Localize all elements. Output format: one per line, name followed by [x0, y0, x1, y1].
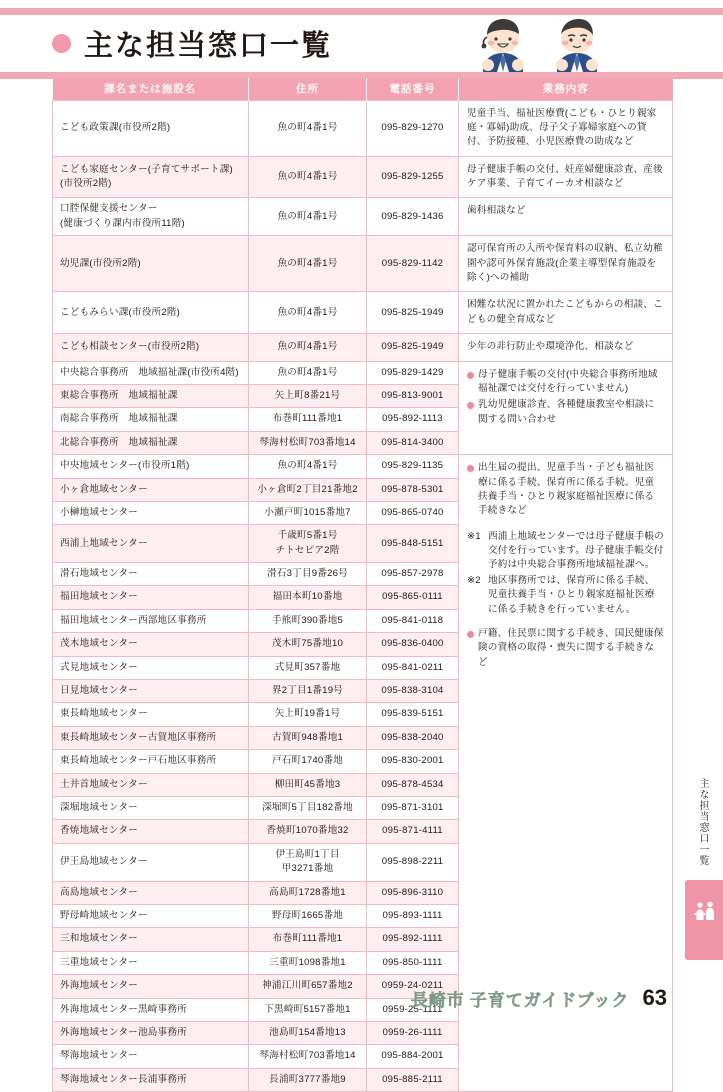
cell-office-name: 東長崎地域センター: [53, 703, 249, 726]
cell-address: 魚の町4番1号: [249, 100, 367, 156]
cell-address: 深堀町5丁目182番地: [249, 797, 367, 820]
cell-address: 魚の町4番1号: [249, 334, 367, 361]
page-footer: [0, 978, 723, 1018]
cell-office-name: 琴海地域センター: [53, 1045, 249, 1068]
table-head: [53, 78, 673, 100]
cell-office-name: 口腔保健支援センター (健康づくり課内市役所11階): [53, 198, 249, 236]
cell-address: 小ヶ倉町2丁目21番地2: [249, 478, 367, 501]
cell-office-name: 福田地域センター西部地区事務所: [53, 609, 249, 632]
column-header-name: 課名または施設名: [53, 78, 249, 100]
desc-text: 困難な状況に置かれたこどもからの相談、こどもの健全育成など: [467, 299, 663, 325]
column-header-address: 住所: [249, 78, 367, 100]
cell-telephone: 095-825-1949: [367, 334, 459, 361]
cell-office-name: 小ヶ倉地域センター: [53, 478, 249, 501]
cell-address: 古賀町948番地1: [249, 726, 367, 749]
desc-note-label: ※2: [467, 574, 481, 586]
header-rule-top: [0, 8, 723, 15]
cell-telephone: 095-878-5301: [367, 478, 459, 501]
cell-telephone: 095-871-4111: [367, 820, 459, 843]
cell-address: 布巻町111番地1: [249, 928, 367, 951]
table-row: [53, 156, 673, 198]
cell-office-name: 外海地域センター池島事務所: [53, 1021, 249, 1044]
cell-office-name: 福田地域センター: [53, 586, 249, 609]
cell-office-name: 高島地域センター: [53, 881, 249, 904]
cell-address: 高島町1728番地1: [249, 881, 367, 904]
desc-text: 母子健康手帳の交付、妊産婦健康診査、産後ケア事業、子育てイーカオ相談など: [467, 163, 663, 190]
cell-telephone: 095-878-4534: [367, 773, 459, 796]
cell-service-description: [459, 236, 673, 292]
cell-address: 魚の町4番1号: [249, 236, 367, 292]
desc-bullet-item: 戸籍、住民票に関する手続き、国民健康保険の資格の取得・喪失に関する手続きなど: [467, 627, 664, 670]
cell-telephone: 095-898-2211: [367, 843, 459, 881]
cell-telephone: 095-896-3110: [367, 881, 459, 904]
desc-note-item: ※2 地区事務所では、保育所に係る手続、児童扶養手当・ひとり親家庭福祉医療に係る手続きを行っていません。: [467, 574, 655, 615]
table-row: [53, 100, 673, 156]
footer-brand: [411, 986, 630, 1011]
cell-address: 琴海村松町703番地14: [249, 1045, 367, 1068]
cell-office-name: 三和地域センター: [53, 928, 249, 951]
cell-office-name: 茂木地域センター: [53, 633, 249, 656]
desc-note-label: ※1: [467, 530, 481, 542]
cell-address: 界2丁目1番19号: [249, 680, 367, 703]
cell-telephone: 095-839-5151: [367, 703, 459, 726]
cell-telephone: 095-829-1135: [367, 455, 459, 478]
cell-address: 柳田町45番地3: [249, 773, 367, 796]
cell-telephone: 095-865-0111: [367, 586, 459, 609]
cell-address: 千歳町5番1号 チトセピア2階: [249, 525, 367, 563]
cell-office-name: 幼児課(市役所2階): [53, 236, 249, 292]
side-tab-label: 主な担当窓口一覧: [697, 778, 708, 866]
cell-office-name: 東総合事務所 地域福祉課: [53, 384, 249, 407]
cell-office-name: こども相談センター(市役所2階): [53, 334, 249, 361]
cell-telephone: 095-829-1255: [367, 156, 459, 198]
cell-telephone: 095-841-0118: [367, 609, 459, 632]
cell-address: 三重町1098番地1: [249, 951, 367, 974]
cell-office-name: 中央地域センター(市役所1階): [53, 455, 249, 478]
cell-address: 野母町1665番地: [249, 904, 367, 927]
desc-text: 歯科相談など: [467, 205, 526, 217]
cell-telephone: 095-838-2040: [367, 726, 459, 749]
cell-address: 矢上町8番21号: [249, 384, 367, 407]
cell-office-name: 野母崎地域センター: [53, 904, 249, 927]
cell-telephone: 095-850-1111: [367, 951, 459, 974]
footer-brand-city: 長崎市: [410, 990, 465, 1010]
desc-spacer: [467, 618, 664, 627]
cell-office-name: 南総合事務所 地域福祉課: [53, 408, 249, 431]
cell-service-description: [459, 100, 673, 156]
cell-telephone: 095-865-0740: [367, 501, 459, 524]
table-row: [53, 236, 673, 292]
cell-address: 小瀬戸町1015番地7: [249, 501, 367, 524]
cell-office-name: こどもみらい課(市役所2階): [53, 292, 249, 334]
cell-telephone: 095-825-1949: [367, 292, 459, 334]
cell-address: 魚の町4番1号: [249, 156, 367, 198]
desc-text: 認可保育所の入所や保育料の収納、私立幼稚園や認可外保育施設(企業主導型保育施設を除く)への補助: [467, 243, 663, 284]
column-header-desc: 業務内容: [459, 78, 673, 100]
cell-address: 池島町154番地13: [249, 1021, 367, 1044]
cell-telephone: 095-829-1436: [367, 198, 459, 236]
footer-brand-book: 子育てガイドブック: [469, 990, 630, 1010]
desc-text: 児童手当、福祉医療費(こども・ひとり親家庭・寡婦)助成、母子父子寡婦家庭への貸付、予防接種、小児医療費の助成など: [467, 107, 657, 148]
cell-telephone: 0959-25-1111: [367, 998, 459, 1021]
cell-telephone: 095-829-1429: [367, 361, 459, 384]
cell-office-name: 日見地域センター: [53, 680, 249, 703]
cell-address: 伊王島町1丁目 甲3271番地: [249, 843, 367, 881]
cell-address: 魚の町4番1号: [249, 292, 367, 334]
cell-office-name: 式見地域センター: [53, 656, 249, 679]
cell-address: 香焼町1070番地32: [249, 820, 367, 843]
desc-spacer: [467, 521, 664, 530]
title-bullet-icon: [52, 34, 71, 53]
table-row: [53, 455, 673, 478]
cell-telephone: 095-857-2978: [367, 563, 459, 586]
cell-address: 手熊町390番地5: [249, 609, 367, 632]
cell-address: 魚の町4番1号: [249, 455, 367, 478]
table-body: [53, 100, 673, 1092]
cell-address: 福田本町10番地: [249, 586, 367, 609]
cell-address: 下黒崎町5157番地1: [249, 998, 367, 1021]
desc-bullet-item: 乳幼児健康診査、各種健康教室や相談に関する問い合わせ: [467, 398, 664, 427]
cell-address: 茂木町75番地10: [249, 633, 367, 656]
cell-office-name: 三重地域センター: [53, 951, 249, 974]
cell-office-name: 滑石地域センター: [53, 563, 249, 586]
staff-illustration: [470, 15, 630, 72]
cell-telephone: 095-838-3104: [367, 680, 459, 703]
cell-office-name: 外海地域センター黒崎事務所: [53, 998, 249, 1021]
cell-telephone: 095-829-1270: [367, 100, 459, 156]
cell-address: 矢上町19番1号: [249, 703, 367, 726]
cell-telephone: 095-892-1111: [367, 928, 459, 951]
cell-address: 神浦江川町657番地2: [249, 975, 367, 998]
page-title: 主な担当窓口一覧: [84, 30, 333, 62]
cell-telephone: 095-884-2001: [367, 1045, 459, 1068]
cell-telephone: 095-813-9001: [367, 384, 459, 407]
column-header-tel: 電話番号: [367, 78, 459, 100]
table-row: [53, 334, 673, 361]
cell-telephone: 095-841-0211: [367, 656, 459, 679]
desc-bullet-item: 母子健康手帳の交付(中央総合事務所地域福祉課では交付を行っていません): [467, 368, 664, 397]
cell-office-name: 土井首地域センター: [53, 773, 249, 796]
cell-office-name: 小榊地域センター: [53, 501, 249, 524]
cell-office-name: 中央総合事務所 地域福祉課(市役所4階): [53, 361, 249, 384]
cell-office-name: 香焼地域センター: [53, 820, 249, 843]
cell-address: 魚の町4番1号: [249, 198, 367, 236]
cell-office-name: こども政策課(市役所2階): [53, 100, 249, 156]
cell-service-description: [459, 198, 673, 236]
cell-telephone: 095-885-2111: [367, 1068, 459, 1091]
cell-address: 長浦町3777番地9: [249, 1068, 367, 1091]
cell-service-description: [459, 334, 673, 361]
table-header-row: [53, 78, 673, 100]
cell-office-name: 北総合事務所 地域福祉課: [53, 431, 249, 454]
cell-address: 布巻町111番地1: [249, 408, 367, 431]
cell-telephone: 095-836-0400: [367, 633, 459, 656]
cell-telephone: 095-871-3101: [367, 797, 459, 820]
cell-address: 戸石町1740番地: [249, 750, 367, 773]
table-row: [53, 198, 673, 236]
cell-telephone: 095-830-2001: [367, 750, 459, 773]
cell-telephone: 0959-24-0211: [367, 975, 459, 998]
cell-office-name: 深堀地域センター: [53, 797, 249, 820]
desc-bullet-item: 出生届の提出、児童手当・子ども福祉医療に係る手続、保育所に係る手続、児童扶養手当・ひとり親家庭福祉医療に係る手続きなど: [467, 461, 664, 519]
cell-address: 式見町357番地: [249, 656, 367, 679]
cell-office-name: 東長崎地域センター戸石地区事務所: [53, 750, 249, 773]
cell-service-description: [459, 156, 673, 198]
cell-telephone: 095-848-5151: [367, 525, 459, 563]
cell-address: 滑石3丁目9番26号: [249, 563, 367, 586]
cell-service-description: [459, 361, 673, 455]
table-row: [53, 292, 673, 334]
cell-telephone: 095-892-1113: [367, 408, 459, 431]
cell-telephone: 0959-26-1111: [367, 1021, 459, 1044]
cell-telephone: 095-829-1142: [367, 236, 459, 292]
cell-office-name: 外海地域センター: [53, 975, 249, 998]
contact-table: [52, 78, 673, 1092]
cell-office-name: 東長崎地域センター古賀地区事務所: [53, 726, 249, 749]
cell-telephone: 095-814-3400: [367, 431, 459, 454]
desc-note-item: ※1 西浦上地域センターでは母子健康手帳の交付を行っています。母子健康手帳交付予約は中央総合事務所地域福祉課へ。: [467, 530, 664, 571]
table-row: [53, 361, 673, 384]
page-number: 63: [642, 985, 667, 1010]
cell-office-name: 伊王島地域センター: [53, 843, 249, 881]
contact-table-container: [52, 78, 672, 1092]
cell-address: 琴海村松町703番地14: [249, 431, 367, 454]
cell-service-description: [459, 292, 673, 334]
cell-office-name: 西浦上地域センター: [53, 525, 249, 563]
cell-address: 魚の町4番1号: [249, 361, 367, 384]
cell-office-name: 琴海地域センター長浦事務所: [53, 1068, 249, 1091]
cell-office-name: こども家庭センター(子育てサポート課) (市役所2階): [53, 156, 249, 198]
cell-telephone: 095-893-1111: [367, 904, 459, 927]
people-icon: [693, 900, 717, 924]
desc-text: 少年の非行防止や環境浄化、相談など: [467, 341, 634, 353]
